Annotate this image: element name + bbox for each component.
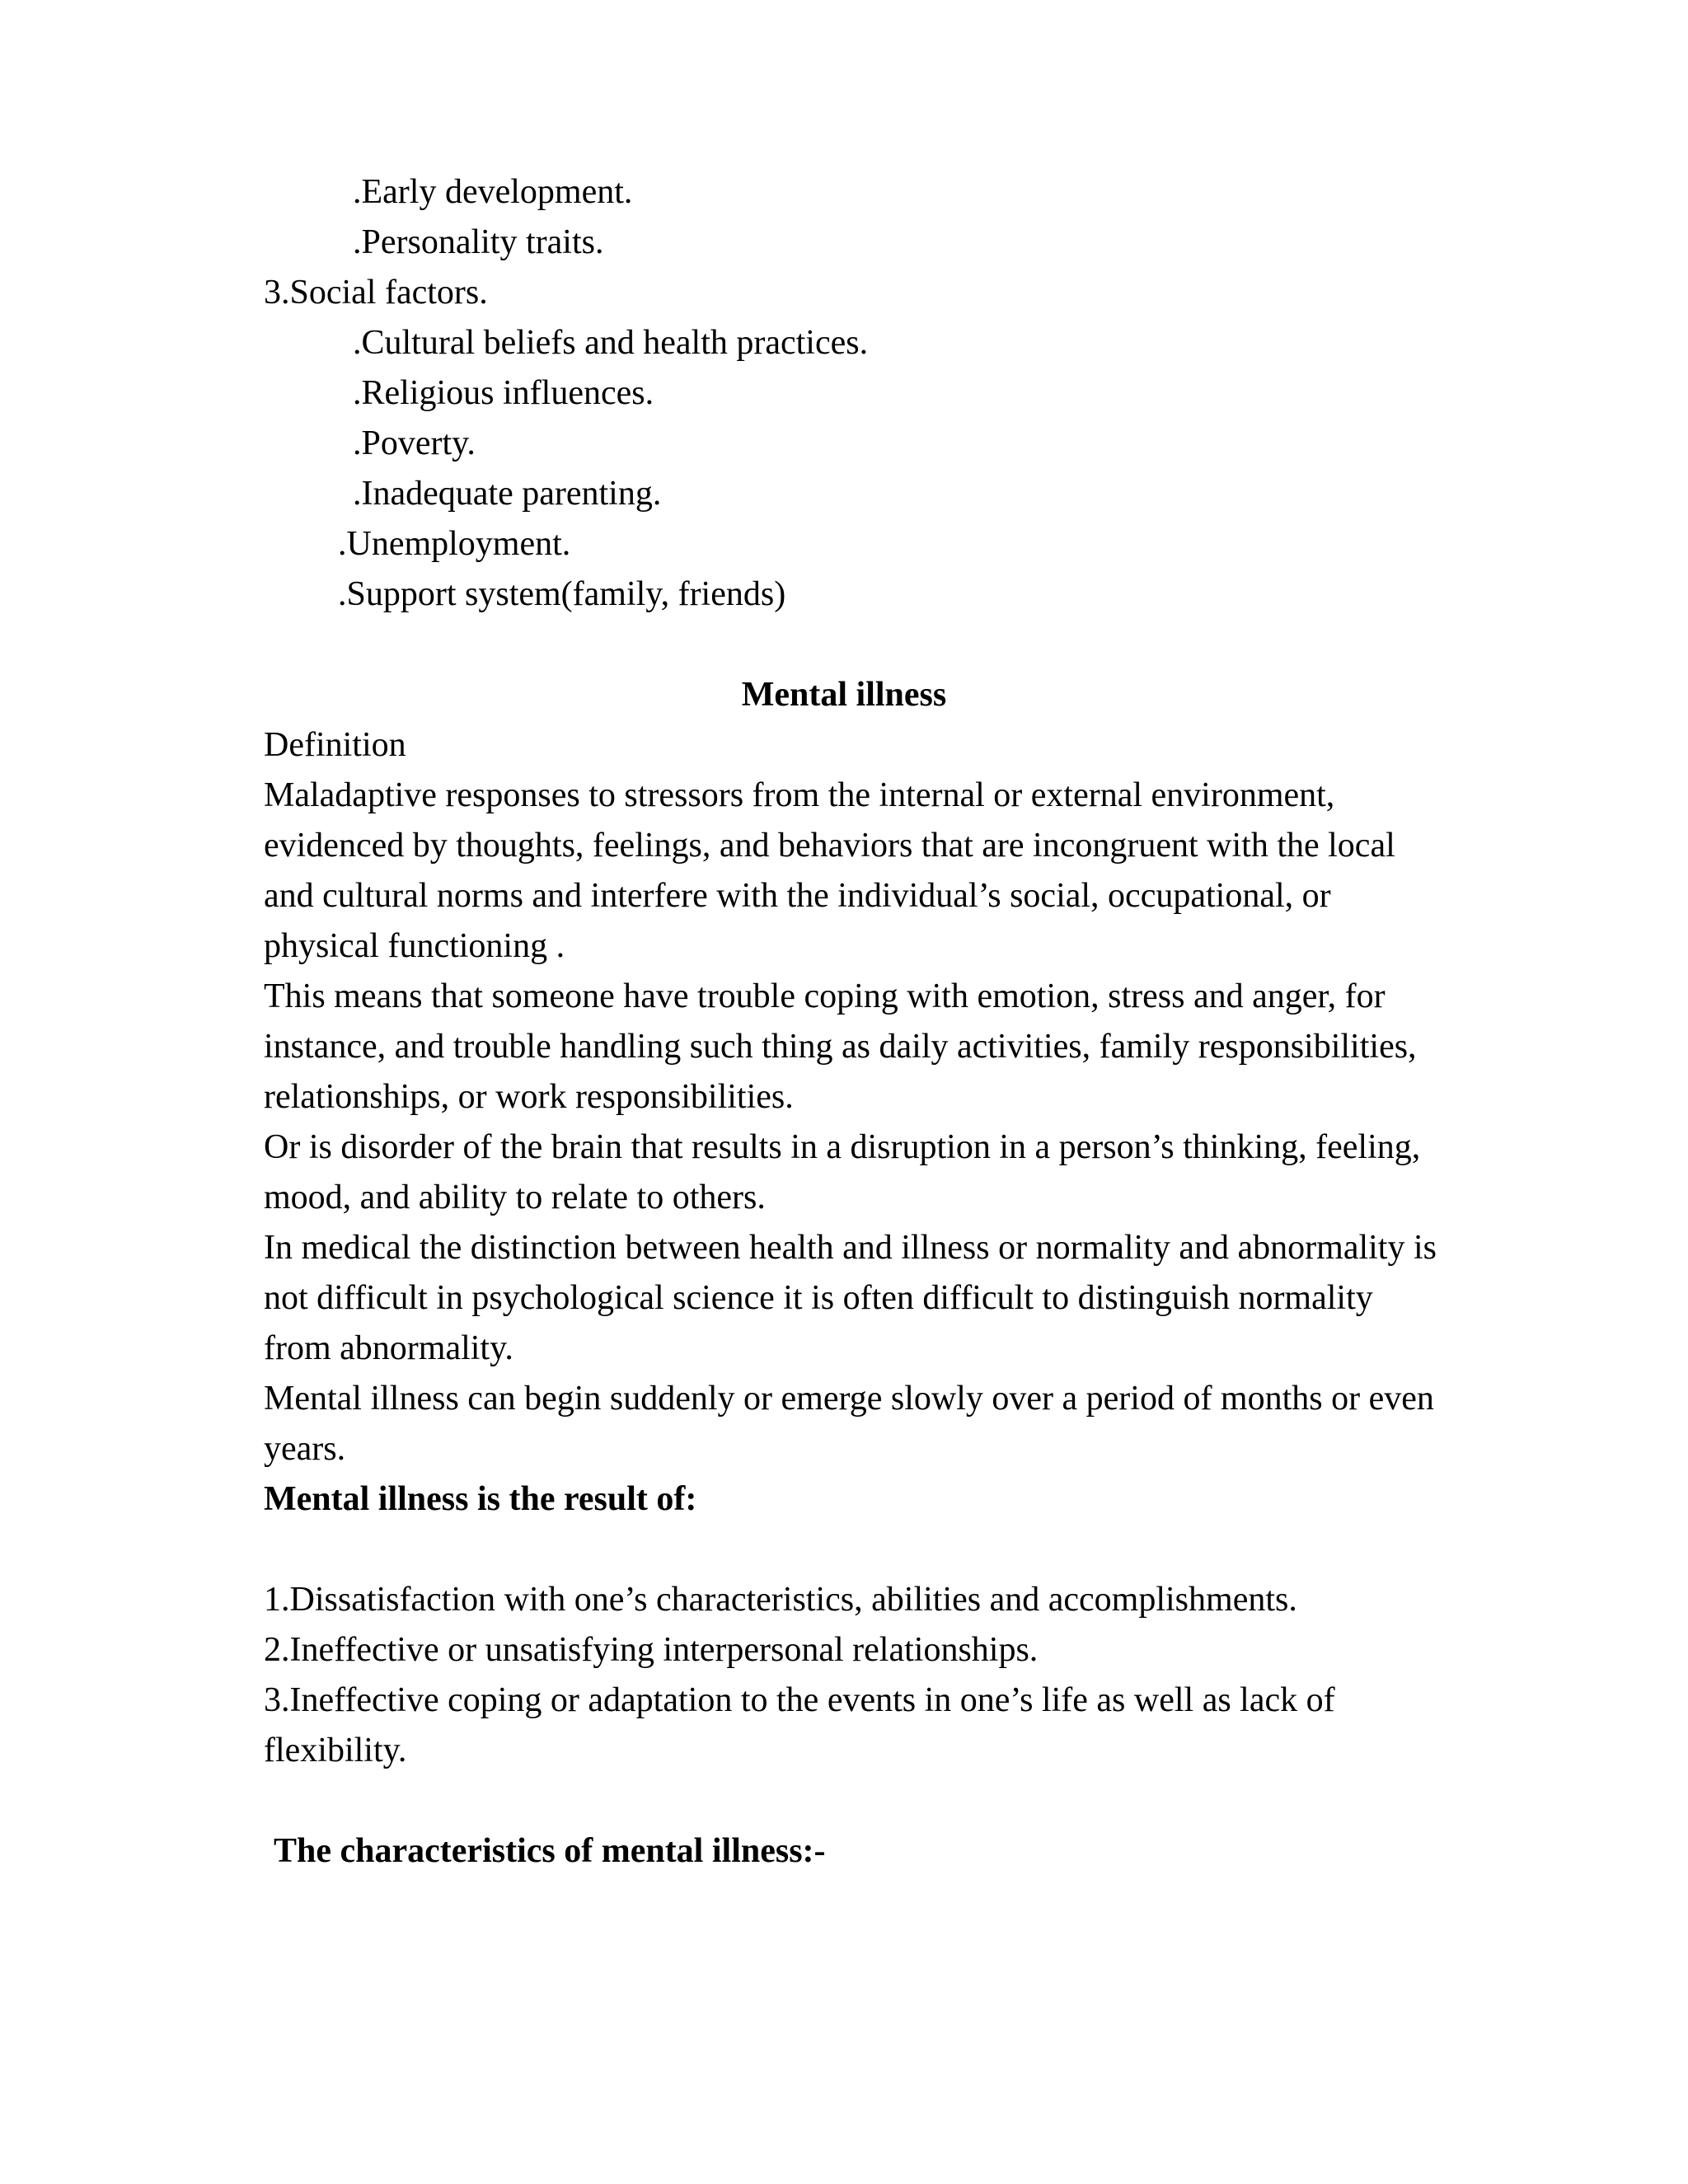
body-line: instance, and trouble handling such thing as daily activities, family responsibilities,	[264, 1028, 1417, 1066]
result-heading: Mental illness is the result of:	[264, 1480, 697, 1518]
body-line: evidenced by thoughts, feelings, and behaviors that are incongruent with the local	[264, 827, 1395, 865]
body-line: from abnormality.	[264, 1329, 513, 1367]
body-line: This means that someone have trouble coping with emotion, stress and anger, for	[264, 977, 1386, 1015]
body-line: years.	[264, 1430, 346, 1468]
body-line: Or is disorder of the brain that results in a disruption in a person’s thinking, feeling,	[264, 1128, 1421, 1166]
list-item: .Early development.	[353, 173, 633, 211]
social-factors-heading: 3.Social factors.	[264, 274, 488, 312]
section-title: Mental illness	[741, 676, 947, 714]
body-line: Mental illness can begin suddenly or emerge slowly over a period of months or even	[264, 1380, 1434, 1418]
body-line: Maladaptive responses to stressors from the internal or external environment,	[264, 776, 1335, 814]
list-item: flexibility.	[264, 1732, 407, 1769]
list-item: .Religious influences.	[353, 374, 654, 412]
characteristics-heading: The characteristics of mental illness:-	[274, 1832, 826, 1870]
list-item: 2.Ineffective or unsatisfying interpersonal relationships.	[264, 1631, 1039, 1669]
list-item: .Support system(family, friends)	[338, 575, 786, 613]
body-line: In medical the distinction between health and illness or normality and abnormality is	[264, 1229, 1437, 1267]
body-line: relationships, or work responsibilities.	[264, 1078, 794, 1116]
list-item: .Poverty.	[353, 424, 476, 462]
list-item: 1.Dissatisfaction with one’s characteristics, abilities and accomplishments.	[264, 1581, 1297, 1619]
body-line: mood, and ability to relate to others.	[264, 1179, 766, 1216]
list-item: .Cultural beliefs and health practices.	[353, 324, 869, 362]
body-line: physical functioning .	[264, 927, 565, 965]
list-item: .Inadequate parenting.	[353, 475, 662, 513]
body-line: not difficult in psychological science it is often difficult to distinguish normality	[264, 1279, 1373, 1317]
list-item: .Unemployment.	[338, 525, 571, 563]
list-item: .Personality traits.	[353, 223, 604, 261]
definition-label: Definition	[264, 726, 406, 764]
list-item: 3.Ineffective coping or adaptation to the events in one’s life as well as lack of	[264, 1681, 1335, 1719]
body-line: and cultural norms and interfere with the individual’s social, occupational, or	[264, 877, 1331, 915]
